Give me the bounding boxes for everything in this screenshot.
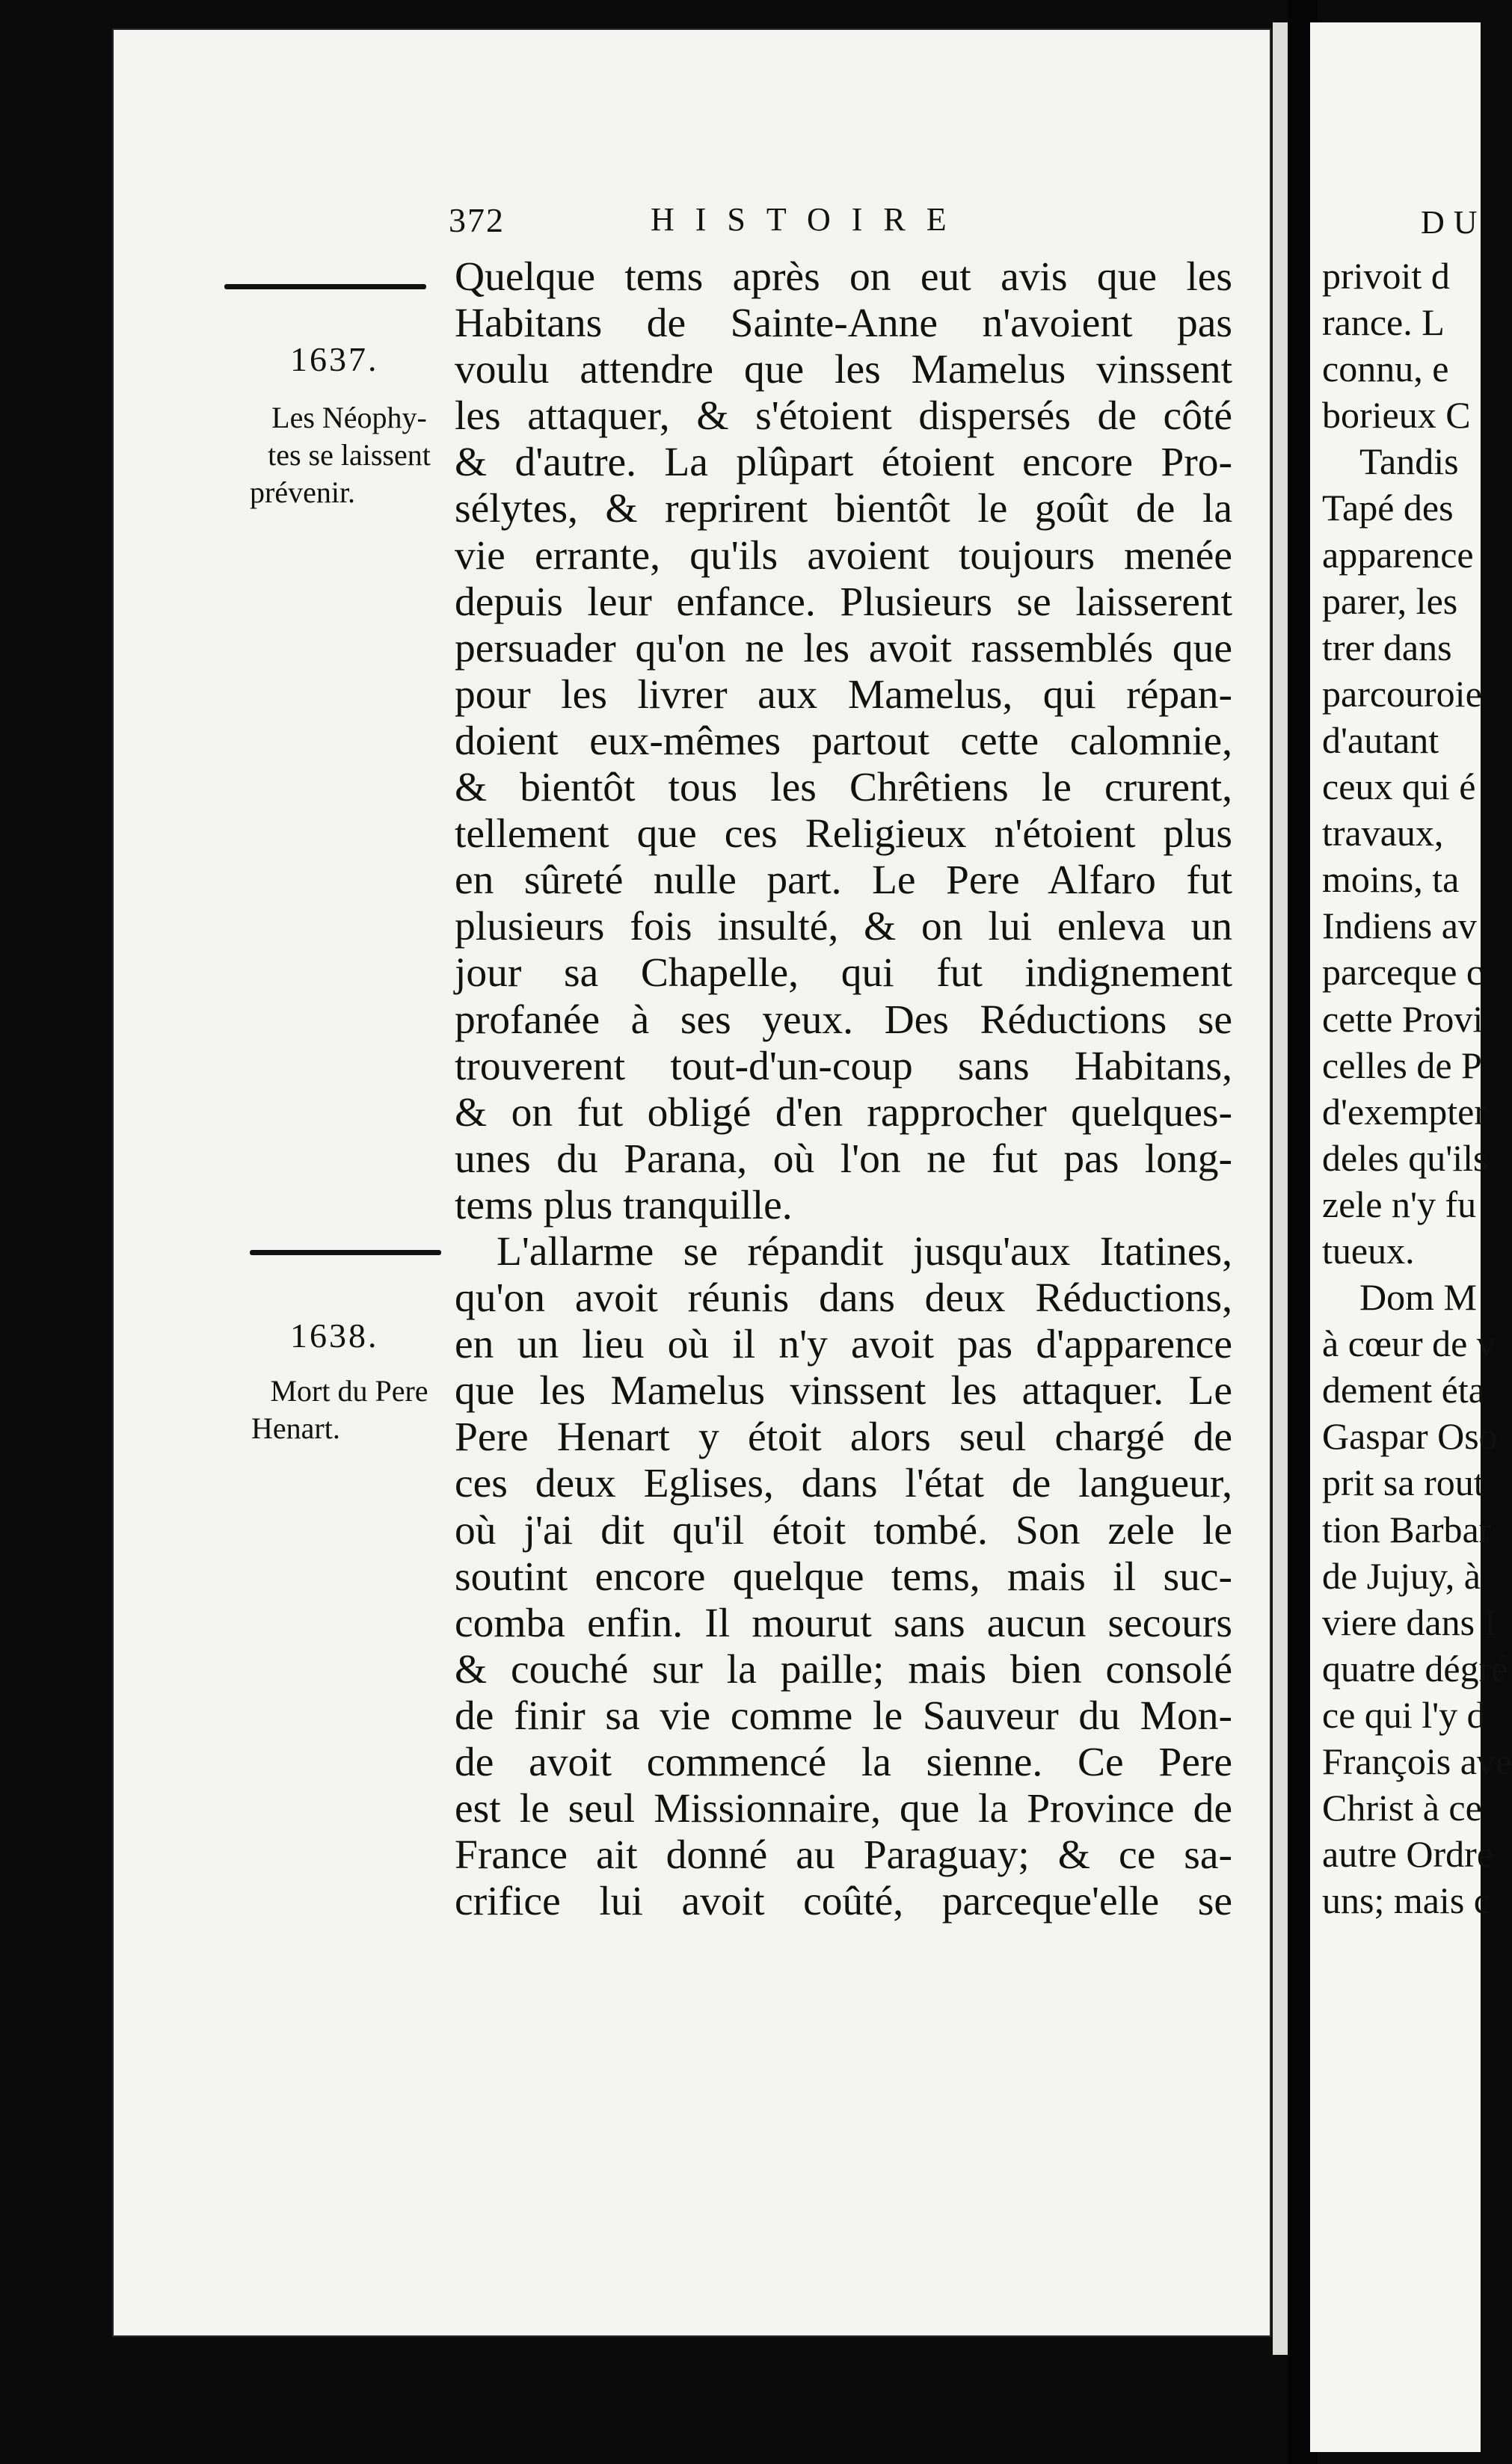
right-line-fragment: de Jujuy, à — [1322, 1554, 1481, 1597]
body-line: qu'on avoit réunis dans deux Réductions, — [455, 1275, 1232, 1322]
right-line-fragment: borieux C — [1322, 394, 1471, 437]
body-line: soutint encore quelque tems, mais il suc- — [455, 1553, 1232, 1600]
right-line-fragment: Christ à ce — [1322, 1787, 1482, 1829]
body-line: pour les livrer aux Mamelus, qui répan- — [455, 671, 1232, 718]
body-line: depuis leur enfance. Plusieurs se laisserent — [455, 579, 1232, 625]
body-line: jour sa Chapelle, qui fut indignement — [455, 950, 1232, 997]
right-line-fragment: autre Ordre — [1322, 1833, 1494, 1876]
right-line-fragment: zele n'y fu — [1322, 1183, 1477, 1225]
margin-year-1638: 1638. — [290, 1316, 379, 1355]
body-line: les attaquer, & s'étoient dispersés de côté — [455, 393, 1232, 440]
right-line-fragment: celles de P — [1322, 1044, 1482, 1086]
right-line-fragment: quatre dégré — [1322, 1647, 1508, 1690]
right-line-fragment: privoit d — [1322, 255, 1450, 297]
right-line-fragment: moins, ta — [1322, 858, 1460, 901]
right-line-fragment: deles qu'ils — [1322, 1136, 1488, 1179]
right-line-fragment: parer, les — [1322, 579, 1458, 622]
right-line-fragment: viere dans I — [1322, 1601, 1497, 1643]
body-line: persuader qu'on ne les avoit rassemblés que — [455, 625, 1232, 671]
body-line: doient eux-mêmes partout cette calomnie, — [455, 718, 1232, 764]
body-line: voulu attendre que les Mamelus vinssent — [455, 347, 1232, 393]
body-line: & bientôt tous les Chrêtiens le crurent, — [455, 765, 1232, 811]
body-line: & couché sur la paille; mais bien consolé — [455, 1646, 1232, 1693]
right-line-fragment: François ave — [1322, 1740, 1512, 1782]
right-line-fragment: connu, e — [1322, 348, 1449, 390]
page-header-title: HISTOIRE — [651, 201, 968, 238]
right-line-fragment: tion Barbar — [1322, 1508, 1492, 1550]
body-line: Pere Henart y étoit alors seul chargé de — [455, 1414, 1232, 1461]
right-line-fragment: tueux. — [1322, 1229, 1415, 1272]
margin-note-line: prévenir. — [250, 475, 356, 509]
margin-note-neophytes — [241, 399, 458, 511]
body-line: unes du Parana, où l'on ne fut pas long- — [455, 1136, 1232, 1182]
margin-note-henart — [241, 1373, 458, 1447]
margin-year-1637: 1637. — [290, 340, 379, 378]
right-line-fragment: cette Provi — [1322, 997, 1484, 1040]
right-page-text-fragments — [1322, 253, 1512, 1924]
body-line: crifice lui avoit coûté, parceque'elle se — [455, 1879, 1232, 1925]
right-line-fragment: ceux qui é — [1322, 766, 1476, 808]
right-line-fragment: ce qui l'y d — [1322, 1693, 1486, 1736]
right-line-fragment: Tapé des — [1322, 487, 1454, 529]
body-line: tems plus tranquille. — [455, 1182, 793, 1228]
right-line-fragment: apparence — [1322, 533, 1474, 576]
right-line-fragment: uns; mais c — [1322, 1879, 1490, 1922]
margin-note-line: Henart. — [251, 1411, 340, 1445]
body-line: tellement que ces Religieux n'étoient plus — [455, 811, 1232, 857]
right-line-fragment: travaux, — [1322, 812, 1444, 854]
right-line-fragment: rance. L — [1322, 301, 1445, 344]
body-line: plusieurs fois insulté, & on lui enleva un — [455, 904, 1232, 950]
body-line: & on fut obligé d'en rapprocher quelques- — [455, 1089, 1232, 1136]
right-line-fragment: Tandis — [1359, 440, 1459, 483]
body-line: ces deux Eglises, dans l'état de langueur, — [455, 1461, 1232, 1507]
body-line: & d'autre. La plûpart étoient encore Pro- — [455, 440, 1232, 486]
right-line-fragment: d'autant — [1322, 718, 1439, 761]
right-line-fragment: d'exempter — [1322, 1090, 1487, 1133]
body-line: France ait donné au Paraguay; & ce sa- — [455, 1832, 1232, 1879]
running-head — [449, 200, 1294, 253]
margin-note-line: Les Néophy- — [271, 401, 427, 434]
body-line: Habitans de Sainte-Anne n'avoient pas — [455, 301, 1232, 347]
margin-note-line: tes se laissent — [268, 438, 431, 472]
right-line-fragment: prit sa rout — [1322, 1462, 1484, 1504]
page-spine-edge — [1273, 22, 1288, 2355]
page-number: 372 — [449, 201, 505, 239]
right-line-fragment: Dom M — [1359, 1276, 1477, 1319]
body-line: où j'ai dit qu'il étoit tombé. Son zele le — [455, 1507, 1232, 1553]
body-line: trouverent tout-d'un-coup sans Habitans, — [455, 1043, 1232, 1089]
margin-note-line: Mort du Pere — [270, 1374, 428, 1408]
margin-rule-1638 — [250, 1250, 441, 1255]
body-line: sélytes, & reprirent bientôt le goût de la — [455, 486, 1232, 532]
body-text — [455, 254, 1232, 1925]
right-page-header-fragment: DU — [1421, 204, 1487, 241]
body-line: comba enfin. Il mourut sans aucun secours — [455, 1600, 1232, 1646]
body-line: en sûreté nulle part. Le Pere Alfaro fut — [455, 857, 1232, 904]
right-line-fragment: Indiens av — [1322, 905, 1477, 947]
right-line-fragment: parcouroie — [1322, 672, 1482, 715]
body-line: profanée à ses yeux. Des Réductions se — [455, 997, 1232, 1043]
right-line-fragment: parceque c — [1322, 951, 1484, 994]
margin-rule-1637 — [224, 284, 426, 289]
body-line: en un lieu où il n'y avoit pas d'apparence — [455, 1322, 1232, 1368]
right-line-fragment: trer dans — [1322, 626, 1452, 668]
body-line: de avoit commencé la sienne. Ce Pere — [455, 1740, 1232, 1785]
body-line: est le seul Missionnaire, que la Province de — [455, 1786, 1232, 1832]
body-line: L'allarme se répandit jusqu'aux Itatines, — [497, 1228, 1232, 1275]
right-line-fragment: Gaspar Oso — [1322, 1415, 1498, 1458]
body-line: que les Mamelus vinssent les attaquer. Le — [455, 1368, 1232, 1414]
right-line-fragment: à cœur de v — [1322, 1322, 1496, 1365]
body-line: de finir sa vie comme le Sauveur du Mon- — [455, 1693, 1232, 1739]
right-line-fragment: dement éta — [1322, 1369, 1485, 1411]
body-line: Quelque tems après on eut avis que les — [455, 254, 1232, 300]
body-line: vie errante, qu'ils avoient toujours menée — [455, 532, 1232, 579]
